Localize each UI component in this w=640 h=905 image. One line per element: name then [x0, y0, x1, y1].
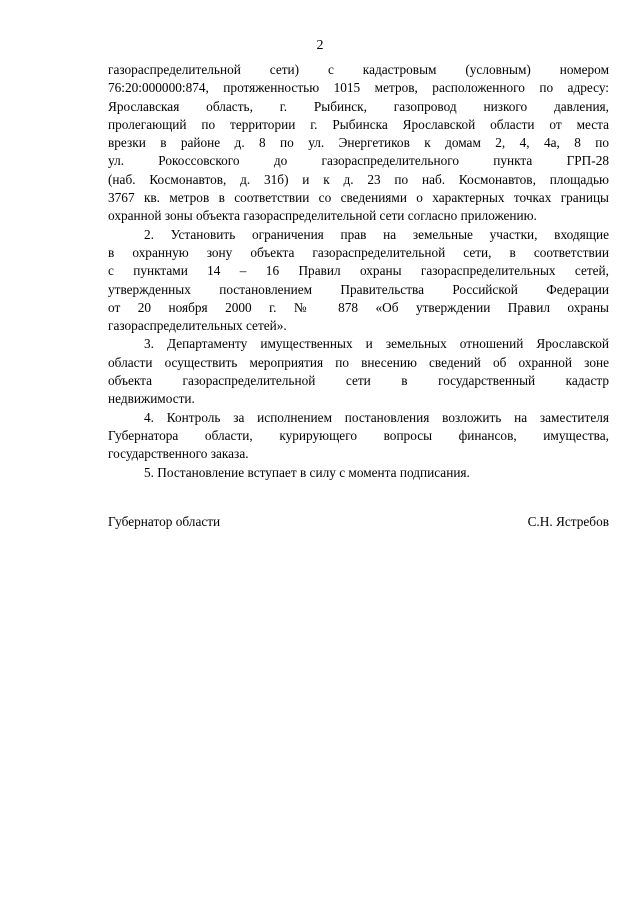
paragraph-5 [108, 464, 609, 482]
signatory-name: С.Н. Ястребов [527, 514, 609, 529]
paragraph-2 [108, 226, 609, 336]
text-line: недвижимости. [108, 391, 195, 407]
text-line: охранной зоны объекта газораспределительной сети согласно приложению. [108, 208, 537, 224]
text-line: врезки в районе д. 8 по ул. Энергетиков к домам 2, 4, 4а, 8 по [108, 135, 609, 151]
text-line: 5. Постановление вступает в силу с момента подписания. [144, 464, 470, 480]
text-line: пролегающий по территории г. Рыбинска Ярославской области от места [108, 116, 609, 132]
text-line: с пунктами 14 – 16 Правил охраны газораспределительных сетей, [108, 263, 609, 279]
signatory-position: Губернатор области [108, 514, 221, 529]
text-line: 2. Установить ограничения прав на земельные участки, входящие [144, 226, 609, 242]
text-line: в охранную зону объекта газораспределительной сети, в соответствии [108, 244, 609, 260]
text-line: 76:20:000000:874, протяженностью 1015 метров, расположенного по адресу: [108, 80, 609, 96]
text-line: ул. Рокоссовского до газораспределительного пункта ГРП-28 [108, 153, 609, 169]
signature-block [108, 513, 609, 531]
text-line: Губернатора области, курирующего вопросы финансов, имущества, [108, 427, 609, 443]
text-line: Ярославская область, г. Рыбинск, газопровод низкого давления, [108, 98, 609, 114]
text-line: (наб. Космонавтов, д. 31б) и к д. 23 по наб. Космонавтов, площадью [108, 171, 609, 187]
text-line: области осуществить мероприятия по внесению сведений об охранной зоне [108, 354, 609, 370]
paragraph-4 [108, 409, 609, 464]
text-line: 3. Департаменту имущественных и земельных отношений Ярославской [144, 336, 609, 352]
text-line: 3767 кв. метров в соответствии со сведениями о характерных точках границы [108, 190, 609, 206]
text-line: объекта газораспределительной сети в государственный кадастр [108, 373, 609, 389]
text-line: от 20 ноября 2000 г. № 878 «Об утверждении Правил охраны [108, 299, 609, 315]
document-body [108, 61, 609, 482]
text-line: газораспределительной сети) с кадастровым (условным) номером [108, 62, 609, 77]
text-line: утвержденных постановлением Правительства Российской Федерации [108, 281, 609, 297]
paragraph-1 [108, 61, 609, 226]
text-line: 4. Контроль за исполнением постановления возложить на заместителя [144, 409, 609, 425]
page-number: 2 [316, 38, 324, 53]
paragraph-3 [108, 335, 609, 408]
text-line: газораспределительных сетей». [108, 318, 287, 334]
text-line: государственного заказа. [108, 446, 249, 462]
